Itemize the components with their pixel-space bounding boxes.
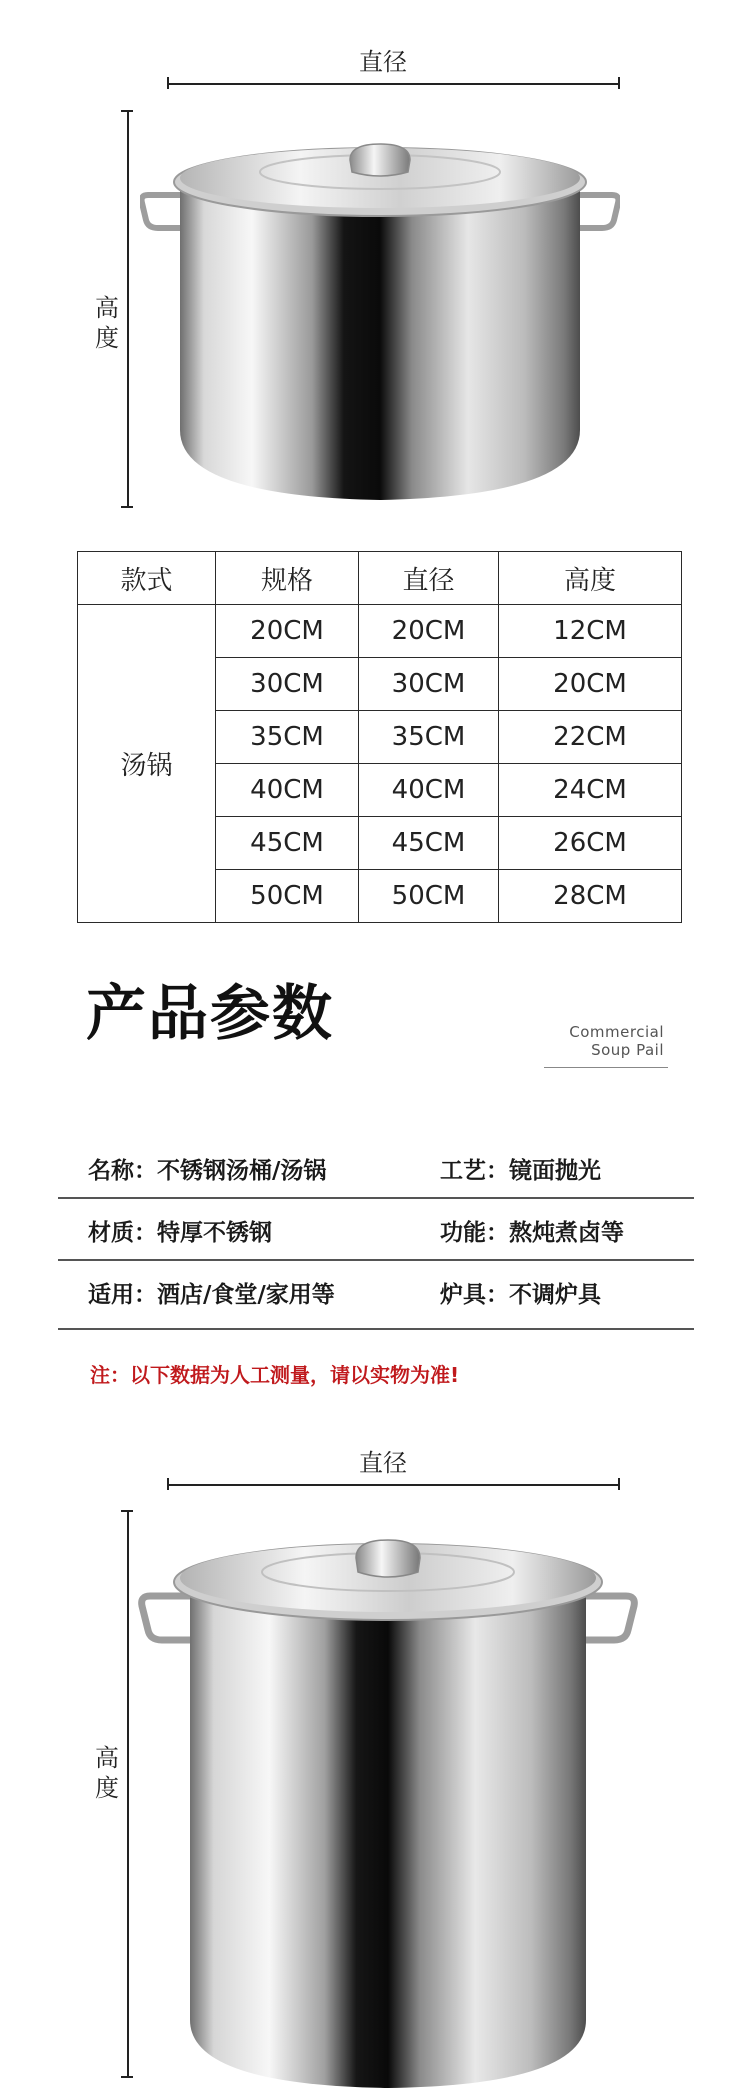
- param-stove: 炉具：不调炉具: [440, 1282, 601, 1308]
- height-cell: 26CM: [499, 817, 682, 870]
- height-cell: 22CM: [499, 711, 682, 764]
- top-width-tick-right: [618, 77, 620, 89]
- params-title: 产品参数: [86, 979, 334, 1049]
- bottom-height-tick-bottom: [121, 2076, 133, 2078]
- height-cell: 24CM: [499, 764, 682, 817]
- params-subtitle-line1: Commercial: [569, 1023, 664, 1041]
- top-height-tick-bottom: [121, 506, 133, 508]
- bottom-height-label: 高度: [95, 1744, 119, 1802]
- params-subtitle-line2: Soup Pail: [591, 1041, 664, 1059]
- param-divider-3: [58, 1328, 694, 1330]
- top-height-tick-top: [121, 110, 133, 112]
- top-width-line: [167, 83, 620, 85]
- param-usage: 适用：酒店/食堂/家用等: [88, 1282, 335, 1308]
- header-height: 高度: [499, 552, 682, 605]
- table-row: [78, 605, 682, 658]
- param-divider-2: [58, 1259, 694, 1261]
- diameter-cell: 50CM: [359, 870, 499, 923]
- diameter-cell: 35CM: [359, 711, 499, 764]
- spec-table: [77, 551, 682, 923]
- spec-cell: 50CM: [216, 870, 359, 923]
- top-width-tick-left: [167, 77, 169, 89]
- bottom-width-label: 直径: [359, 1449, 407, 1477]
- top-height-line: [127, 110, 129, 508]
- height-cell: 20CM: [499, 658, 682, 711]
- top-pot-image: [140, 100, 620, 520]
- diameter-cell: 20CM: [359, 605, 499, 658]
- bottom-width-tick-right: [618, 1478, 620, 1490]
- spec-cell: 40CM: [216, 764, 359, 817]
- measurement-note: 注：以下数据为人工测量，请以实物为准!: [90, 1363, 460, 1387]
- top-height-label: 高度: [95, 294, 119, 352]
- bottom-height-line: [127, 1510, 129, 2078]
- param-process: 工艺：镜面抛光: [440, 1158, 601, 1184]
- spec-table-header-row: [78, 552, 682, 605]
- spec-cell: 45CM: [216, 817, 359, 870]
- param-material: 材质：特厚不锈钢: [88, 1220, 272, 1246]
- bottom-width-tick-left: [167, 1478, 169, 1490]
- params-subtitle-underline: [544, 1067, 668, 1068]
- diameter-cell: 40CM: [359, 764, 499, 817]
- param-name: 名称：不锈钢汤桶/汤锅: [88, 1158, 327, 1184]
- top-width-label: 直径: [359, 48, 407, 76]
- spec-cell: 20CM: [216, 605, 359, 658]
- spec-cell: 35CM: [216, 711, 359, 764]
- param-divider-1: [58, 1197, 694, 1199]
- bottom-width-line: [167, 1484, 620, 1486]
- diameter-cell: 45CM: [359, 817, 499, 870]
- spec-cell: 30CM: [216, 658, 359, 711]
- height-cell: 12CM: [499, 605, 682, 658]
- diameter-cell: 30CM: [359, 658, 499, 711]
- bottom-pot-image: [138, 1500, 638, 2091]
- bottom-height-tick-top: [121, 1510, 133, 1512]
- param-function: 功能：熬炖煮卤等: [440, 1220, 624, 1246]
- height-cell: 28CM: [499, 870, 682, 923]
- header-spec: 规格: [216, 552, 359, 605]
- style-cell: 汤锅: [78, 605, 216, 923]
- header-style: 款式: [78, 552, 216, 605]
- header-diameter: 直径: [359, 552, 499, 605]
